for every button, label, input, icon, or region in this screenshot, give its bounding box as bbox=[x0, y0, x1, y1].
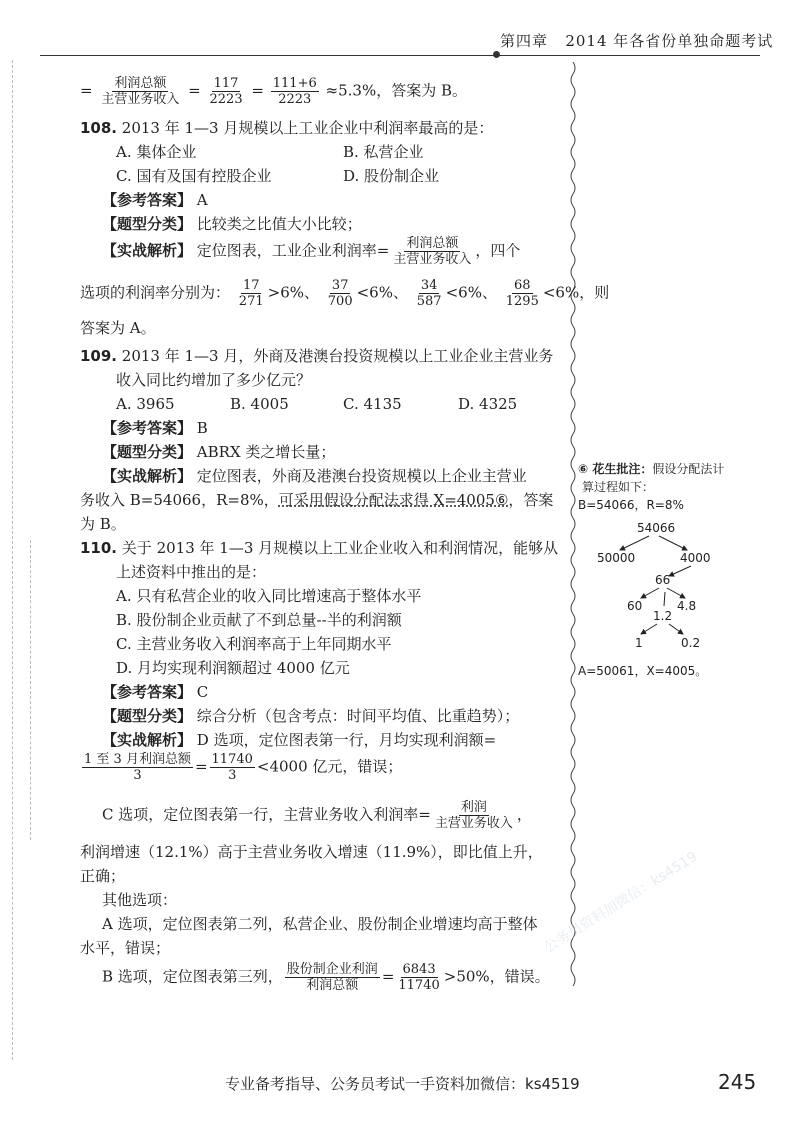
analysis-a-2: 水平，错误； bbox=[80, 939, 171, 957]
fraction: $\frac{\text{1 至 3 月利润总额}}{3}$ bbox=[84, 752, 191, 783]
analysis-b: B 选项，定位图表第三列， $\frac{\text{股份制企业利润}}{\text{利润总额}}$ = $\frac{6843}{11740}$ >50%，错误。 bbox=[102, 962, 550, 993]
analysis-ratios: 选项的利润率分别为： $\frac{17}{271}$ >6%、 $\frac{37}{700}$ <6%、 $\frac{34}{587}$ <6%、 $\frac{68}{1295}$ <6%，则 bbox=[80, 278, 610, 309]
tree-node-66: 66 bbox=[655, 573, 671, 587]
type-line: 【题型分类】 比较类之比值大小比较； bbox=[102, 215, 362, 233]
fraction: $\frac{17}{271}$ bbox=[238, 278, 264, 309]
question-text-cont: 上述资料中推出的是： bbox=[116, 563, 267, 581]
analysis-line: 【实战解析】 D 选项，定位图表第一行，月均实现利润额= bbox=[102, 731, 497, 749]
analysis-c: C 选项，定位图表第一行，主营业务收入利润率= $\frac{\text{利润}}{\text{主营业务收入}}$ ， bbox=[102, 800, 532, 831]
tree-edge bbox=[669, 624, 683, 634]
tree-node-60: 60 bbox=[627, 599, 643, 613]
header-rule bbox=[40, 55, 760, 56]
question-number: 110. bbox=[80, 539, 118, 557]
question-number: 109. bbox=[80, 347, 118, 365]
question-text: 2013 年 1—3 月规模以上工业企业中利润率最高的是： bbox=[121, 119, 494, 137]
analysis-c-3: 正确； bbox=[80, 867, 126, 885]
watermark: 公务员资料加微信：ks4519 bbox=[541, 848, 701, 957]
option-c: C. 4135 bbox=[343, 395, 402, 413]
option-b: B. 股份制企业贡献了不到总量--半的利润额 bbox=[116, 611, 402, 629]
option-b: B. 4005 bbox=[230, 395, 289, 413]
chapter-label: 第四章 bbox=[500, 32, 549, 50]
tree-node-0-2: 0.2 bbox=[681, 636, 701, 650]
footer-text: 专业备考指导、公务员考试一手资料加微信：ks4519 bbox=[225, 1075, 580, 1093]
analysis-d-calc: $\frac{\text{1 至 3 月利润总额}}{3}$ = $\frac{11740}{3}$ <4000 亿元，错误； bbox=[84, 752, 403, 783]
note-text-2: 算过程如下： bbox=[582, 480, 655, 494]
fraction: $\frac{6843}{11740}$ bbox=[398, 962, 440, 993]
column-divider bbox=[568, 62, 578, 992]
tree-node-50000: 50000 bbox=[597, 551, 636, 565]
tree-node-1-2: 1.2 bbox=[653, 609, 673, 623]
analysis-c-2: 利润增速（12.1%）高于主营业务收入增速（11.9%），即比值上升， bbox=[80, 843, 543, 861]
option-c: C. 国有及国有控股企业 bbox=[116, 167, 272, 185]
question-text: 关于 2013 年 1—3 月规模以上工业企业收入和利润情况，能够从 bbox=[121, 539, 559, 557]
analysis-a: A 选项，定位图表第二列，私营企业、股份制企业增速均高于整体 bbox=[102, 915, 538, 933]
option-d: D. 月均实现利润额超过 4000 亿元 bbox=[116, 659, 350, 677]
tree-edge bbox=[664, 592, 665, 606]
tree-node-1: 1 bbox=[635, 636, 643, 650]
answer-line: 【参考答案】 A bbox=[102, 191, 208, 209]
note-given: B=54066，R=8% bbox=[578, 498, 684, 512]
annotated-text: 可采用假设分配法求得 X=4005⑥ bbox=[278, 491, 509, 509]
fraction: $\frac{37}{700}$ bbox=[327, 278, 353, 309]
fraction: $\frac{68}{1295}$ bbox=[505, 278, 539, 309]
tree-edge bbox=[667, 588, 685, 598]
fraction: $\frac{\text{利润}}{\text{主营业务收入}}$ bbox=[434, 800, 513, 831]
tree-edge bbox=[641, 624, 657, 634]
fraction: $\frac{\text{利润总额}}{\text{主营业务收入}}$ bbox=[393, 236, 472, 267]
note-text: 假设分配法计 bbox=[652, 462, 725, 476]
tree-node-4000: 4000 bbox=[680, 551, 711, 565]
question-text-cont: 收入同比约增加了多少亿元？ bbox=[116, 371, 312, 389]
option-d: D. 4325 bbox=[458, 395, 518, 413]
option-d: D. 股份制企业 bbox=[343, 167, 440, 185]
tree-edge bbox=[620, 536, 649, 550]
page-number: 245 bbox=[718, 1070, 757, 1094]
other-options-label: 其他选项： bbox=[102, 891, 178, 909]
option-a: A. 集体企业 bbox=[116, 143, 197, 161]
analysis-line: 【实战解析】 定位图表，工业企业利润率= $\frac{\text{利润总额}}{\text{主营业务收入}}$ ，四个 bbox=[102, 236, 521, 267]
type-line: 【题型分类】 综合分析（包含考点：时间平均值、比重趋势）； bbox=[102, 707, 520, 725]
question-108 bbox=[80, 116, 493, 140]
allocation-tree-diagram bbox=[585, 510, 735, 660]
q107-answer-line: = $\frac{\text{利润总额}}{\text{主营业务收入}}$ = $\frac{117}{2223}$ = $\frac{111+6}{2223}$ ≈5.3%，答案为 B。 bbox=[80, 76, 467, 107]
tree-edge bbox=[641, 588, 659, 598]
margin-binding-line-inner bbox=[30, 540, 31, 840]
option-c: C. 主营业务收入利润率高于上年同期水平 bbox=[116, 635, 392, 653]
header-title: 2014 年各省份单独命题考试 bbox=[565, 32, 774, 50]
tree-edge bbox=[659, 536, 687, 550]
question-text: 2013 年 1—3 月，外商及港澳台投资规模以上工业企业主营业务 bbox=[121, 347, 554, 365]
tree-node-4-8: 4.8 bbox=[677, 599, 697, 613]
tree-edge bbox=[669, 566, 691, 576]
page-header bbox=[500, 30, 773, 51]
option-a: A. 只有私营企业的收入同比增速高于整体水平 bbox=[116, 587, 422, 605]
analysis-line-2: 务收入 B=54066，R=8%，可采用假设分配法求得 X=4005⑥，答案 bbox=[80, 491, 554, 509]
answer-line: 【参考答案】 C bbox=[102, 683, 209, 701]
header-dot bbox=[493, 51, 500, 58]
type-line: 【题型分类】 ABRX 类之增长量； bbox=[102, 443, 336, 461]
fraction: $\frac{11740}{3}$ bbox=[211, 752, 253, 783]
question-number: 108. bbox=[80, 119, 118, 137]
tree-root: 54066 bbox=[637, 521, 676, 535]
note-title: ⑥ 花生批注： bbox=[578, 462, 653, 476]
margin-binding-line-left bbox=[12, 60, 13, 1060]
question-110 bbox=[80, 536, 558, 560]
fraction: $\frac{\text{利润总额}}{\text{主营业务收入}}$ bbox=[101, 76, 180, 107]
analysis-line: 【实战解析】 定位图表，外商及港澳台投资规模以上企业主营业 bbox=[102, 467, 527, 485]
fraction: $\frac{34}{587}$ bbox=[416, 278, 442, 309]
note-result: A=50061，X=4005。 bbox=[578, 664, 708, 678]
question-109 bbox=[80, 344, 553, 368]
fraction: $\frac{\text{股份制企业利润}}{\text{利润总额}}$ bbox=[286, 962, 378, 993]
answer-line: 【参考答案】 B bbox=[102, 419, 208, 437]
option-b: B. 私营企业 bbox=[343, 143, 424, 161]
analysis-line-3: 为 B。 bbox=[80, 515, 126, 533]
fraction: $\frac{117}{2223}$ bbox=[209, 76, 243, 107]
side-note bbox=[578, 460, 758, 514]
option-a: A. 3965 bbox=[116, 395, 175, 413]
fraction: $\frac{111+6}{2223}$ bbox=[272, 76, 317, 107]
analysis-conclusion: 答案为 A。 bbox=[80, 319, 156, 337]
